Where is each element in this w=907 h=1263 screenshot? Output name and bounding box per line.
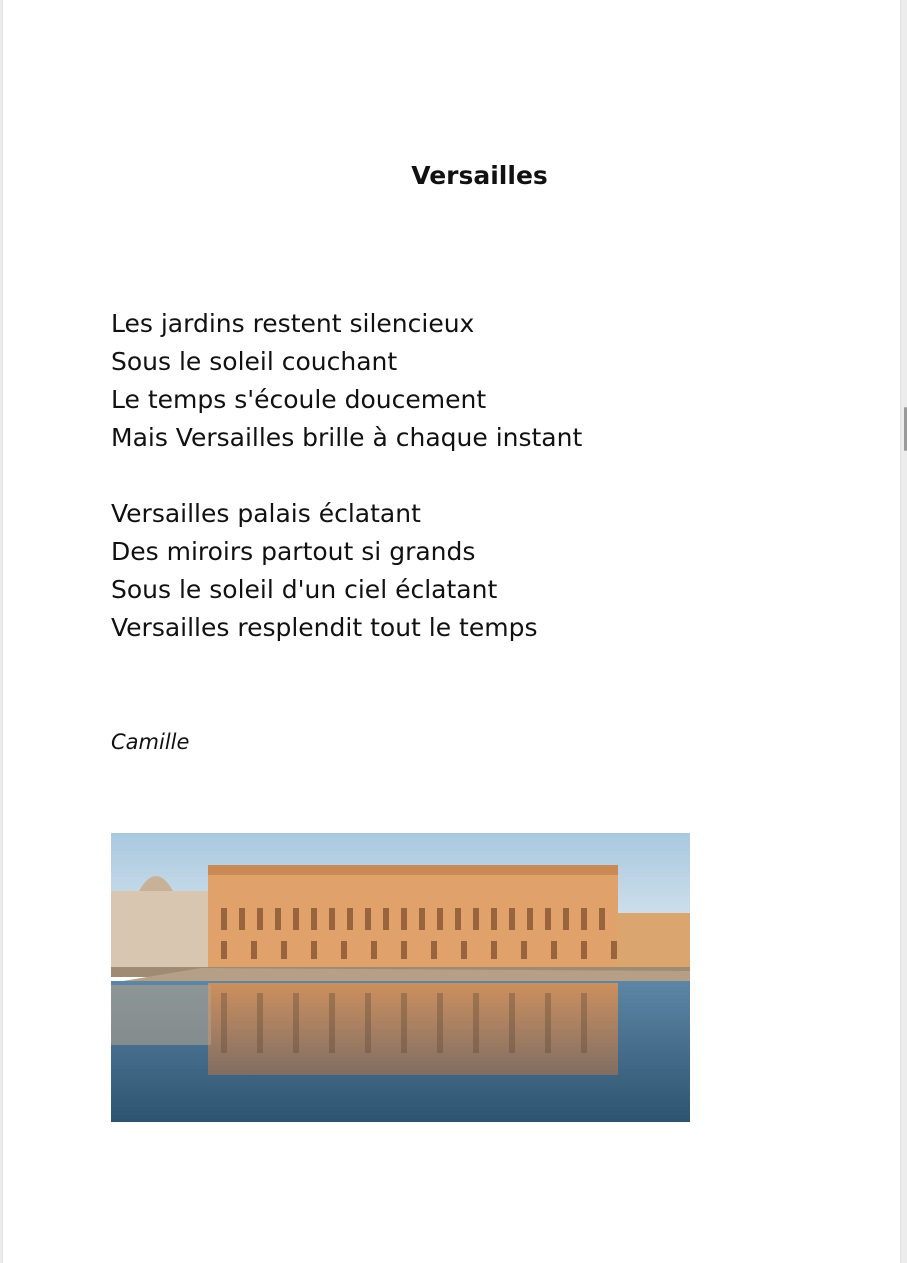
poem-line: Mais Versailles brille à chaque instant: [111, 423, 583, 452]
poem-author: Camille: [111, 730, 190, 754]
stanza-1: [111, 305, 582, 457]
poem-line: Sous le soleil d'un ciel éclatant: [111, 575, 498, 604]
poem-line: Versailles palais éclatant: [111, 499, 421, 528]
poem-title: Versailles: [411, 161, 548, 190]
poem-line: Le temps s'écoule doucement: [111, 385, 487, 414]
poem-line: Les jardins restent silencieux: [111, 309, 475, 338]
versailles-photo-illustration: [111, 833, 690, 1122]
poem-line: Versailles resplendit tout le temps: [111, 613, 538, 642]
stanza-2: [111, 495, 538, 647]
poem-line: Des miroirs partout si grands: [111, 537, 476, 566]
poem-line: Sous le soleil couchant: [111, 347, 398, 376]
versailles-photo: [111, 833, 690, 1122]
document-page: [3, 0, 900, 1263]
